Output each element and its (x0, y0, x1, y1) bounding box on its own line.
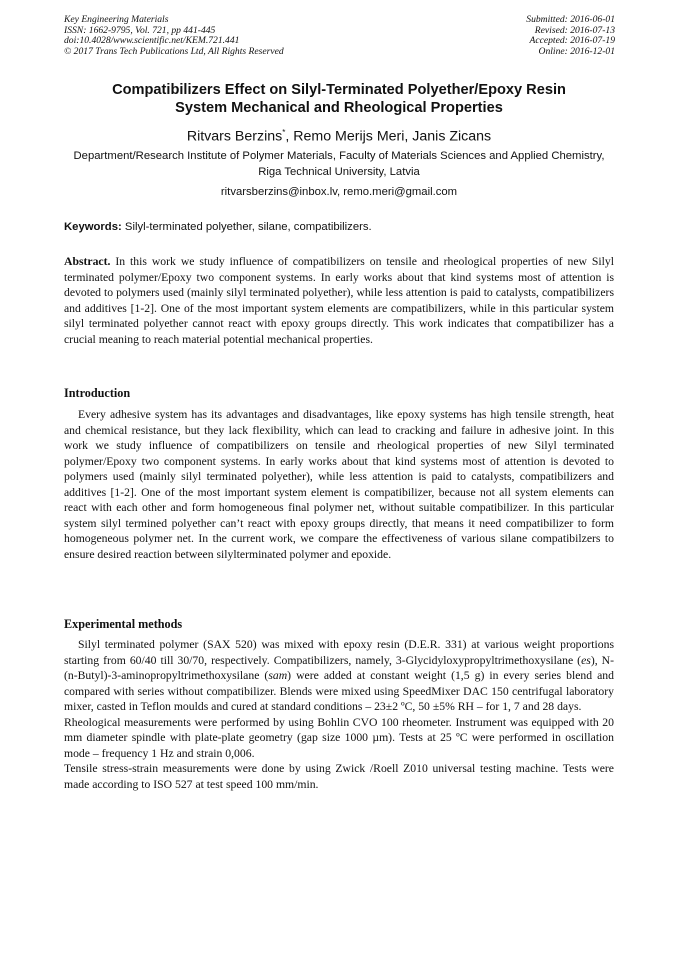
abstract (64, 254, 614, 347)
abstract-label: Abstract. (64, 255, 111, 268)
title-line-1: Compatibilizers Effect on Silyl-Terminated Polyether/Epoxy Resin (112, 82, 566, 98)
date-submitted: Submitted: 2016-06-01 (526, 14, 615, 25)
keywords-label: Keywords: (64, 221, 122, 233)
paper-title (40, 82, 638, 117)
experimental-paragraph-2: Rheological measurements were performed by using Bohlin CVO 100 rheometer. Instrument was equipped with 20 mm diameter spindle with plate-plate geometry (gap size 1000 µm). Tests at 25 ºC were performed in oscillation mode – frequency 1 Hz and strain 0,006. (64, 715, 614, 760)
first-author: Ritvars Berzins (186, 128, 283, 145)
date-accepted: Accepted: 2016-07-19 (529, 35, 615, 47)
experimental-paragraph-1 (64, 637, 614, 715)
date-revised: Revised: 2016-07-13 (534, 24, 615, 36)
abbr-sam: sam (268, 669, 288, 682)
date-online: Online: 2016-12-01 (538, 45, 615, 57)
experimental-paragraph-3: Tensile stress-strain measurements were done by using Zwick /Roell Z010 universal testing machine. Tests were made according to ISO 527 at test speed 100 mm/min. (64, 762, 614, 791)
journal-name: Key Engineering Materials (64, 14, 169, 25)
corresponding-mark: * (282, 128, 286, 137)
introduction-body (64, 407, 614, 562)
introduction-paragraph: Every adhesive system has its advantages and disadvantages, like epoxy systems has high tensile strength, heat and chemical resistance, but they lack flexibility, which can lead to cracking and failure in adhesive joint. In this work we study influence of compatibilizers on tensile and rheological properties of new Silyl terminated polymer/Epoxy two component systems. In early works about that kind systems most of attention is devoted to polymers used (mainly silyl terminated polyether), while less attention is paid to catalysts, compatibilizers and additives [1-2]. One of the most important system element is compatibilizer, because not all system elements can react with each other and form homogeneous final polymer net, without suitable compatibilizer. In this particular system silyl termined polyether can’t react with epoxy groups directly, that means it need compatibilizer to form homogeneous polymer net. In the current work, we compare the effectiveness of various silane compatibilzers to ensure desired reaction between silylterminated polymer and epoxide. (64, 408, 614, 561)
exp-text-a: Silyl terminated polymer (SAX 520) was mixed with epoxy resin (D.E.R. 331) at various weight proportions starting from 60/40 till 30/70, respectively. Compatibilizers, namely, 3-Glycidyloxypropyltrimethoxysilane ( (64, 638, 614, 667)
introduction-heading: Introduction (64, 386, 131, 400)
publication-dates (526, 15, 615, 57)
author-emails: ritvarsberzins@inbox.lv, remo.meri@gmail.com (220, 186, 458, 198)
journal-issn: ISSN: 1662-9795, Vol. 721, pp 441-445 (64, 24, 216, 36)
journal-copyright: © 2017 Trans Tech Publications Ltd, All Rights Reserved (64, 45, 284, 57)
other-authors: , Remo Merijs Meri, Janis Zicans (285, 128, 492, 145)
exp-text-c: ) were added at constant weight (1,5 g) in every series blend and compared with series without compatibilizer. Blends were mixed using SpeedMixer DAC 150 centrifugal laboratory mixer, casted in Teflon moulds and cured at standard conditions – 23±2 ºC, 50 ±5% RH – for 1, 7 and 28 days. (64, 669, 614, 713)
experimental-body (64, 637, 614, 792)
journal-info (64, 15, 284, 57)
keywords (64, 220, 614, 234)
experimental-heading: Experimental methods (64, 617, 183, 631)
affiliation: Department/Research Institute of Polymer Materials, Faculty of Materials Sciences and Applied Chemistry, Riga Technical University, Latvia (73, 150, 605, 178)
abbr-es: es (581, 653, 591, 667)
author-list (40, 124, 638, 146)
journal-doi: doi:10.4028/www.scientific.net/KEM.721.441 (64, 35, 240, 47)
keywords-text: Silyl-terminated polyether, silane, compatibilizers. (121, 221, 372, 233)
abstract-text: In this work we study influence of compatibilizers on tensile and rheological properties of new Silyl terminated polymer/Epoxy two component systems. In early works about that kind systems most of attention is devoted to polymers used (mainly silyl terminated polyether), while less attention is paid to catalysts, compatibilizers and additives [1-2]. One of the most important system elements are compatibilizers, while in this particular system silyl terminated polyether cannot react with epoxy groups directly. This work indicates that compatibilizer has a crucial meaning to reach material potential mechanical properties. (64, 255, 614, 346)
exp-text-b: ), N-(n-Butyl)-3-aminopropyltrimethoxysilane ( (64, 653, 614, 682)
title-line-2: System Mechanical and Rheological Properties (175, 99, 503, 116)
